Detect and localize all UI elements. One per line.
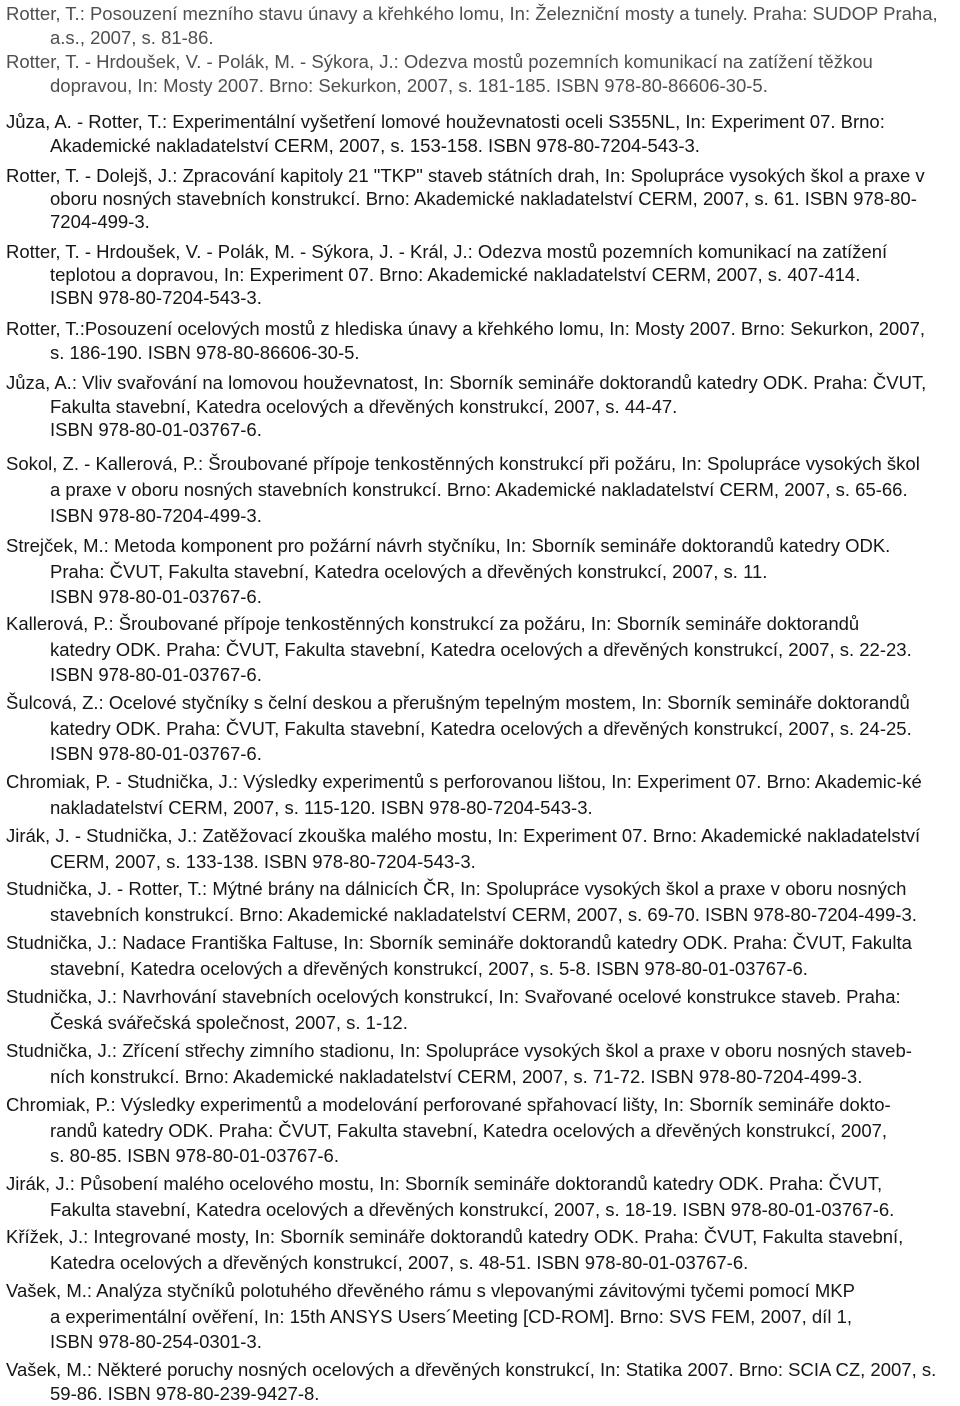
bibliography-entry: [0, 876, 917, 928]
entry-continuation-line: ISBN 978-80-01-03767-6.: [50, 586, 262, 607]
entry-first-line: Rotter, T. - Dolejš, J.: Zpracování kapitoly 21 "TKP" staveb státních drah, In: Spolupráce vysokých škol a praxe v: [6, 165, 925, 186]
entry-first-line: Studnička, J.: Zřícení střechy zimního stadionu, In: Spolupráce vysokých škol a praxe v oboru nosných staveb-: [6, 1040, 912, 1061]
entry-continuation-line: s. 186-190. ISBN 978-80-86606-30-5.: [50, 342, 360, 363]
entry-first-line: Strejček, M.: Metoda komponent pro požární návrh styčníku, In: Sborník semináře doktorandů katedry ODK.: [6, 535, 891, 556]
entry-first-line: Studnička, J.: Navrhování stavebních ocelových konstrukcí, In: Svařované ocelové konstrukce staveb. Praha:: [6, 986, 901, 1007]
entry-continuation-line: oboru nosných stavebních konstrukcí. Brno: Akademické nakladatelství CERM, 2007, s. 61. ISBN 978-80-: [50, 188, 917, 209]
entry-first-line: Vašek, M.: Analýza styčníků polotuhého dřevěného rámu s vlepovanými závitovými tyčemi pomocí MKP: [6, 1280, 855, 1301]
entry-continuation-line: Fakulta stavební, Katedra ocelových a dřevěných konstrukcí, 2007, s. 44-47.: [50, 395, 678, 417]
bibliography-entry: [0, 1092, 891, 1169]
bibliography-entry: [0, 1278, 855, 1355]
entry-first-line: Jirák, J. - Studnička, J.: Zatěžovací zkouška malého mostu, In: Experiment 07. Brno: Akademické nakladatelství: [6, 825, 921, 846]
entry-continuation-line: Česká svářečská společnost, 2007, s. 1-12.: [50, 1012, 408, 1033]
bibliography-entry: [0, 164, 925, 233]
entry-first-line: Kallerová, P.: Šroubované přípoje tenkostěnných konstrukcí za požáru, In: Sborník semináře doktorandů: [6, 613, 860, 634]
entry-continuation-line: a experimentální ověření, In: 15th ANSYS Users´Meeting [CD-ROM]. Brno: SVS FEM, 2007, díl 1,: [50, 1305, 853, 1327]
entry-continuation-line: teplotou a dopravou, In: Experiment 07. Brno: Akademické nakladatelství CERM, 2007, s. 407-414.: [50, 264, 861, 285]
entry-first-line: Rotter, T.:Posouzení ocelových mostů z hlediska únavy a křehkého lomu, In: Mosty 2007. Brno: Sekurkon, 2007,: [6, 318, 925, 339]
entry-continuation-line: stavebních konstrukcí. Brno: Akademické nakladatelství CERM, 2007, s. 69-70. ISBN 978-80-7204-499-3.: [50, 904, 917, 925]
entry-continuation-line: 59-86. ISBN 978-80-239-9427-8.: [50, 1383, 320, 1404]
entry-continuation-line: a praxe v oboru nosných stavebních konstrukcí. Brno: Akademické nakladatelství CERM, 2007, s. 65-66.: [50, 479, 908, 500]
entry-first-line: Sokol, Z. - Kallerová, P.: Šroubované přípoje tenkostěnných konstrukcí při požáru, In: Spolupráce vysokých škol: [6, 453, 920, 474]
entry-continuation-line: ISBN 978-80-01-03767-6.: [50, 419, 262, 440]
entry-continuation-line: katedry ODK. Praha: ČVUT, Fakulta stavební, Katedra ocelových a dřevěných konstrukcí, 2007, s. 24-25.: [50, 717, 912, 739]
bibliography-entry: [0, 769, 922, 821]
entry-first-line: Chromiak, P. - Studnička, J.: Výsledky experimentů s perforovanou lištou, In: Experiment 07. Brno: Akademic-ké: [6, 771, 922, 792]
bibliography-entry: [0, 984, 901, 1036]
bibliography-entry: [0, 2, 938, 50]
bibliography-entry: [0, 110, 885, 158]
entry-continuation-line: CERM, 2007, s. 133-138. ISBN 978-80-7204-543-3.: [50, 850, 476, 872]
bibliography-entry: [0, 317, 925, 365]
entry-continuation-line: ISBN 978-80-254-0301-3.: [50, 1331, 262, 1352]
entry-continuation-line: ISBN 978-80-01-03767-6.: [50, 664, 262, 685]
entry-first-line: Rotter, T. - Hrdoušek, V. - Polák, M. - Sýkora, J.: Odezva mostů pozemních komunikací na zatížení těžkou: [6, 51, 873, 72]
entry-first-line: Jůza, A.: Vliv svařování na lomovou houževnatost, In: Sborník semináře doktorandů katedry ODK. Praha: ČVUT,: [6, 372, 927, 393]
bibliography-entry: [0, 533, 890, 610]
entry-continuation-line: ISBN 978-80-7204-543-3.: [50, 287, 262, 308]
bibliography-entry: [0, 1224, 903, 1276]
entry-first-line: Rotter, T. - Hrdoušek, V. - Polák, M. - Sýkora, J. - Král, J.: Odezva mostů pozemních komunikací na zatížení: [6, 241, 888, 262]
entry-first-line: Křížek, J.: Integrované mosty, In: Sborník semináře doktorandů katedry ODK. Praha: ČVUT, Fakulta stavební,: [6, 1226, 904, 1247]
bibliography-entry: [0, 451, 920, 529]
entry-first-line: Jirák, J.: Působení malého ocelového mostu, In: Sborník semináře doktorandů katedry ODK. Praha: ČVUT,: [6, 1173, 883, 1194]
entry-first-line: Rotter, T.: Posouzení mezního stavu únavy a křehkého lomu, In: Železniční mosty a tunely. Praha: SUDOP Praha,: [6, 3, 938, 24]
entry-first-line: Studnička, J.: Nadace Františka Faltuse, In: Sborník semináře doktorandů katedry ODK. Praha: ČVUT, Fakulta: [6, 932, 912, 953]
bibliography-entry: [0, 930, 912, 982]
entry-continuation-line: Fakulta stavební, Katedra ocelových a dřevěných konstrukcí, 2007, s. 18-19. ISBN 978-80-01-03767-6.: [50, 1198, 895, 1220]
entry-continuation-line: stavební, Katedra ocelových a dřevěných konstrukcí, 2007, s. 5-8. ISBN 978-80-01-03767-6.: [50, 958, 808, 979]
entry-first-line: Vašek, M.: Některé poruchy nosných ocelových a dřevěných konstrukcí, In: Statika 2007. Brno: SCIA CZ, 2007, s.: [6, 1359, 937, 1380]
entry-continuation-line: ISBN 978-80-7204-499-3.: [50, 505, 262, 526]
entry-first-line: Studnička, J. - Rotter, T.: Mýtné brány na dálnicích ČR, In: Spolupráce vysokých škol a praxe v oboru nosných: [6, 878, 907, 899]
entry-continuation-line: Praha: ČVUT, Fakulta stavební, Katedra ocelových a dřevěných konstrukcí, 2007, s. 11.: [50, 560, 768, 582]
entry-continuation-line: 7204-499-3.: [50, 211, 150, 232]
bibliography-entry: [0, 690, 912, 767]
bibliography-entry: [0, 50, 873, 98]
entry-continuation-line: s. 80-85. ISBN 978-80-01-03767-6.: [50, 1145, 339, 1166]
bibliography-entry: [0, 371, 926, 442]
entry-continuation-line: nakladatelství CERM, 2007, s. 115-120. ISBN 978-80-7204-543-3.: [50, 797, 593, 818]
entry-continuation-line: a.s., 2007, s. 81-86.: [50, 27, 214, 48]
bibliography-entry: [0, 1038, 912, 1090]
bibliography-entry: [0, 240, 887, 309]
entry-continuation-line: randů katedry ODK. Praha: ČVUT, Fakulta stavební, Katedra ocelových a dřevěných konstrukcí, 2007,: [50, 1119, 888, 1141]
bibliography-entry: [0, 611, 912, 688]
entry-continuation-line: ních konstrukcí. Brno: Akademické nakladatelství CERM, 2007, s. 71-72. ISBN 978-80-7204-499-3.: [50, 1066, 863, 1087]
bibliography-entry: [0, 1358, 936, 1406]
bibliography-entry: [0, 823, 920, 874]
entry-continuation-line: Akademické nakladatelství CERM, 2007, s. 153-158. ISBN 978-80-7204-543-3.: [50, 135, 700, 156]
entry-continuation-line: ISBN 978-80-01-03767-6.: [50, 743, 262, 764]
bibliography-entry: [0, 1171, 894, 1222]
entry-continuation-line: katedry ODK. Praha: ČVUT, Fakulta stavební, Katedra ocelových a dřevěných konstrukcí, 2007, s. 22-23.: [50, 638, 912, 660]
entry-first-line: Šulcová, Z.: Ocelové styčníky s čelní deskou a přerušným tepelným mostem, In: Sborník semináře doktorandů: [6, 692, 910, 713]
entry-continuation-line: dopravou, In: Mosty 2007. Brno: Sekurkon, 2007, s. 181-185. ISBN 978-80-86606-30-5.: [50, 75, 768, 96]
entry-first-line: Jůza, A. - Rotter, T.: Experimentální vyšetření lomové houževnatosti oceli S355NL, In: Experiment 07. Brno:: [6, 111, 885, 132]
entry-continuation-line: Katedra ocelových a dřevěných konstrukcí, 2007, s. 48-51. ISBN 978-80-01-03767-6.: [50, 1252, 749, 1273]
entry-first-line: Chromiak, P.: Výsledky experimentů a modelování perforované spřahovací lišty, In: Sborník semináře dokto-: [6, 1094, 891, 1115]
